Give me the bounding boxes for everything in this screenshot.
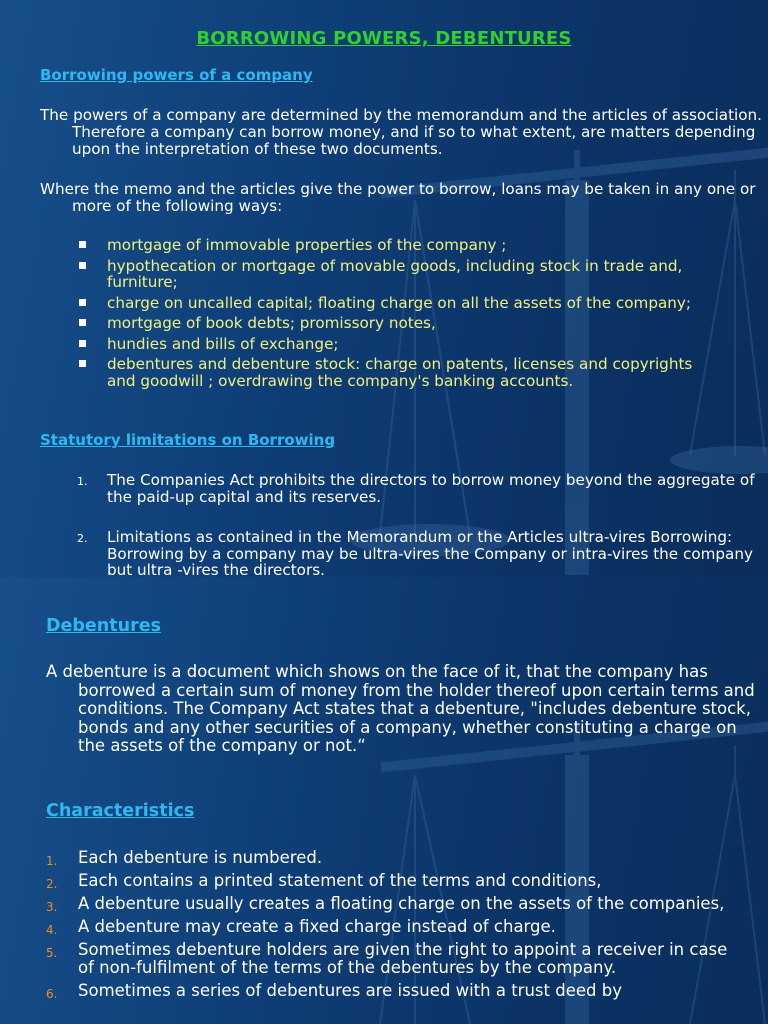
list-item: 2. Each contains a printed statement of the terms and conditions, [46, 871, 602, 891]
list-item: debentures and debenture stock: charge on patents, licenses and copyrights and goodwill ; overdrawing the company's banking accounts. [75, 356, 725, 389]
list-item: 6. Sometimes a series of debentures are issued with a trust deed by [46, 981, 622, 1001]
square-bullet-icon [79, 262, 86, 269]
list-item: charge on uncalled capital; floating charge on all the assets of the company; [75, 295, 725, 312]
list-item: mortgage of immovable properties of the company ; [75, 237, 725, 254]
square-bullet-icon [79, 360, 86, 367]
paragraph-debenture-definition: A debenture is a document which shows on the face of it, that the company has borrowed a certain sum of money from the holder thereof upon certain terms and conditions. The Company Act states that a debenture, "includes debenture stock, bonds and any other securities of a company, whether constituting a charge on the assets of the company or not.“ [46, 662, 755, 756]
list-item: 1. Each debenture is numbered. [46, 848, 323, 868]
heading-statutory-limitations: Statutory limitations on Borrowing [40, 431, 336, 449]
square-bullet-icon [79, 340, 86, 347]
square-bullet-icon [79, 241, 86, 248]
slide-debentures [0, 577, 768, 1024]
heading-characteristics: Characteristics [46, 801, 195, 821]
limitation-item: 1. The Companies Act prohibits the directors to borrow money beyond the aggregate of the paid-up capital and its reserves. [77, 471, 755, 506]
square-bullet-icon [79, 319, 86, 326]
list-item: 4. A debenture may create a fixed charge instead of charge. [46, 917, 556, 937]
list-item: mortgage of book debts; promissory notes, [75, 315, 725, 332]
characteristics-list [46, 849, 736, 1005]
list-item: 5. Sometimes debenture holders are given the right to appoint a receiver in case of non-fulfilment of the terms of the debentures by the company. [46, 940, 728, 977]
list-item: hypothecation or mortgage of movable goods, including stock in trade and, furniture; [75, 258, 725, 291]
list-item: hundies and bills of exchange; [75, 336, 725, 353]
heading-borrowing-powers: Borrowing powers of a company [40, 66, 313, 84]
square-bullet-icon [79, 299, 86, 306]
page-title: BORROWING POWERS, DEBENTURES [196, 28, 572, 49]
paragraph-powers: The powers of a company are determined by the memorandum and the articles of association. Therefore a company can borrow money, and if so to what extent, are matters depending upon the interpretation of these two documents. [40, 106, 762, 158]
borrowing-methods-list [75, 237, 725, 393]
list-item: 3. A debenture usually creates a floating charge on the assets of the companies, [46, 894, 725, 914]
heading-debentures: Debentures [46, 616, 161, 636]
limitation-item: 2. Limitations as contained in the Memorandum or the Articles ultra-vires Borrowing: Borrowing by a company may be ultra-vires the Company or intra-vires the company but ultra -vires the directors. [77, 528, 753, 577]
paragraph-ways: Where the memo and the articles give the power to borrow, loans may be taken in any one or more of the following ways: [40, 180, 756, 215]
